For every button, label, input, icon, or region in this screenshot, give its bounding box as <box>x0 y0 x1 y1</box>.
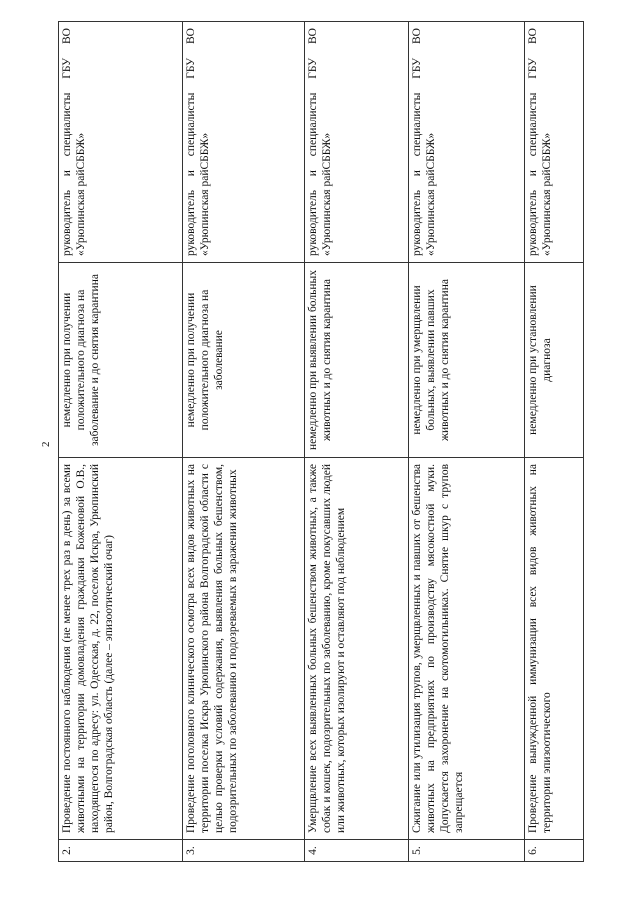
responsible-text: руководитель и специалисты ГБУ ВО «Урюпинская райСББЖ» <box>59 22 183 263</box>
table-row <box>525 22 584 862</box>
row-number: 5. <box>409 840 525 862</box>
deadline-text: немедленно при выявлении больных животных и до снятия карантина <box>305 263 409 458</box>
measures-table <box>58 21 584 862</box>
measure-text: Проведение вынужденной иммунизации всех видов животных на территории эпизоотического <box>525 458 584 840</box>
page-number: 2 <box>40 441 52 447</box>
row-number: 4. <box>305 840 409 862</box>
responsible-text: руководитель и специалисты ГБУ ВО «Урюпинская райСББЖ» <box>183 22 305 263</box>
row-number: 3. <box>183 840 305 862</box>
deadline-text: немедленно при умерщвлении больных, выявлении павших животных и до снятия карантина <box>409 263 525 458</box>
measure-text: Сжигание или утилизация трупов, умерщвленных и павших от бешенства животных на предприятиях по производству мясокостной муки. Допускается захоронение на скотомогильниках. Снятие шкур с трупов запрещается <box>409 458 525 840</box>
row-number: 6. <box>525 840 584 862</box>
table-row <box>409 22 525 862</box>
measure-text: Проведение постоянного наблюдения (не менее трех раз в день) за всеми животными на территории домовладения гражданки Боженовой О.В., находящегося по адресу: ул. Одесская, д. 22, поселок Искра, Урюпинский район, Волгоградская область (далее – эпизоотический очаг) <box>59 458 183 840</box>
deadline-text: немедленно при получении положительного диагноза на заболевание и до снятия карантина <box>59 263 183 458</box>
table-row <box>59 22 183 862</box>
responsible-text: руководитель и специалисты ГБУ ВО «Урюпинская райСББЖ» <box>305 22 409 263</box>
row-number: 2. <box>59 840 183 862</box>
measure-text: Проведение поголовного клинического осмотра всех видов животных на территории поселка Искра Урюпинского района Волгоградской области с целью проверки условий содержания, выявления больных бешенством, подозрительных по заболеванию и подозреваемых в заражении животных <box>183 458 305 840</box>
deadline-text: немедленно при получении положительного диагноза на заболевание <box>183 263 305 458</box>
table-row <box>183 22 305 862</box>
table-row <box>305 22 409 862</box>
deadline-text: немедленно при установлении диагноза <box>525 263 584 458</box>
measures-table-wrapper <box>58 22 583 862</box>
responsible-text: руководитель и специалисты ГБУ ВО «Урюпинская райСББЖ» <box>525 22 584 263</box>
measure-text: Умерщвление всех выявленных больных бешенством животных, а также собак и кошек, подозрительных по заболеванию, кроме покусавших людей или животных, которых изолируют и оставляют под наблюдением <box>305 458 409 840</box>
responsible-text: руководитель и специалисты ГБУ ВО «Урюпинская райСББЖ» <box>409 22 525 263</box>
